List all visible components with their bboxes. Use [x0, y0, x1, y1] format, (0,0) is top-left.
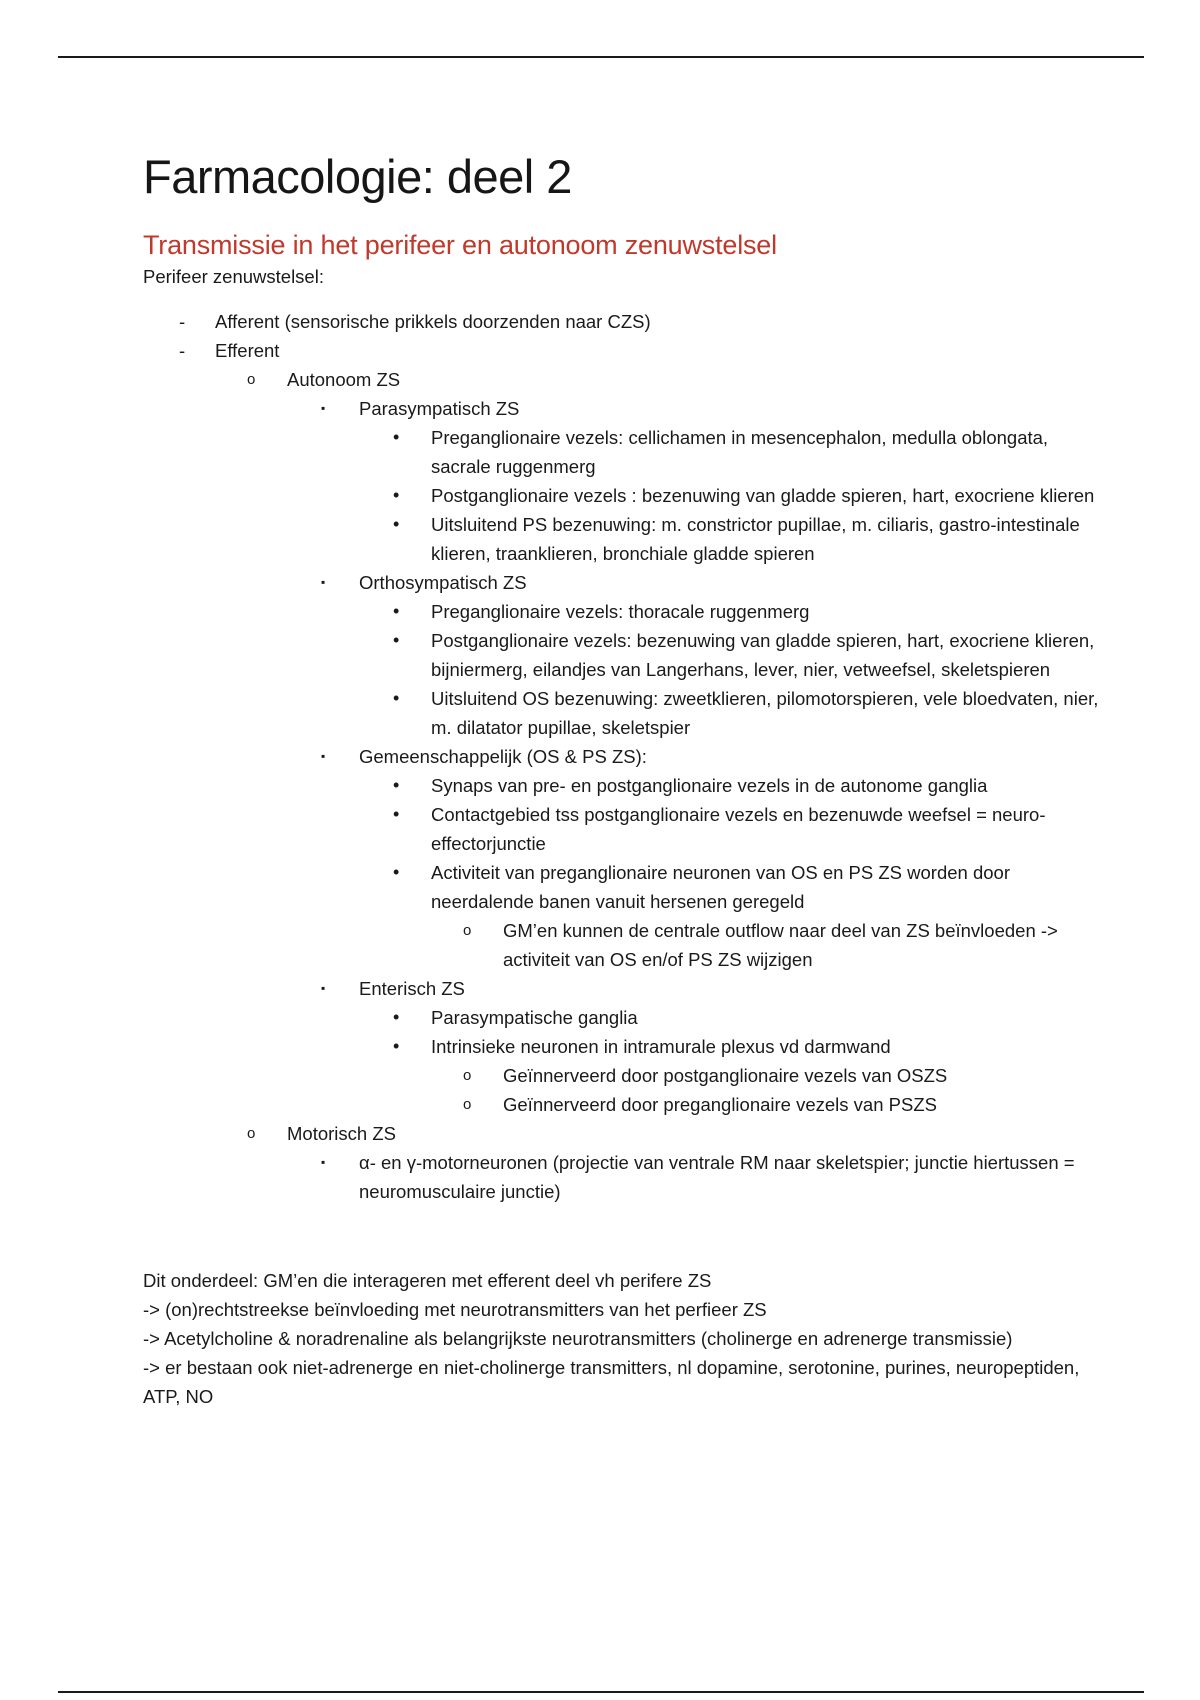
section-heading: Transmissie in het perifeer en autonoom zenuwstelsel [143, 230, 777, 260]
list-item [359, 626, 1103, 684]
list-item-text: GM’en kunnen de centrale outflow naar deel van ZS beïnvloeden -> activiteit van OS en/of PS ZS wijzigen [503, 920, 1058, 970]
list-item-text: Intrinsieke neuronen in intramurale plexus vd darmwand [431, 1036, 891, 1057]
list-item-gemeenschappelijk [287, 742, 1103, 974]
list-item [431, 1090, 1103, 1119]
gemeenschappelijk-label: Gemeenschappelijk (OS & PS ZS): [359, 746, 647, 767]
parasympatisch-items [359, 423, 1103, 568]
list-item-text: Parasympatische ganglia [431, 1007, 638, 1028]
list-item-text: Geïnnerveerd door postganglionaire vezels van OSZS [503, 1065, 948, 1086]
list-item-enterisch [287, 974, 1103, 1119]
bullet-marker: • [393, 514, 400, 534]
summary-paragraph [143, 1266, 1103, 1411]
gemeenschappelijk-subitems [431, 916, 1103, 974]
enterisch-label: Enterisch ZS [359, 978, 465, 999]
document-body [143, 262, 1103, 1411]
autonoom-label: Autonoom ZS [287, 369, 401, 390]
list-item-text: Synaps van pre- en postganglionaire vezels in de autonome ganglia [431, 775, 988, 796]
list-item [359, 684, 1103, 742]
list-item [359, 597, 1103, 626]
bullet-marker: • [393, 427, 400, 447]
bullet-marker: • [393, 1036, 400, 1056]
gemeenschappelijk-items [359, 771, 1103, 974]
summary-line: Dit onderdeel: GM’en die interageren met efferent deel vh perifere ZS [143, 1270, 712, 1291]
list-item-text: Postganglionaire vezels: bezenuwing van gladde spieren, hart, exocriene klieren, bijniermerg, eilandjes van Langerhans, lever, nier, vetweefsel, skeletspieren [431, 630, 1095, 680]
list-item [359, 510, 1103, 568]
square-marker: ▪ [321, 749, 326, 763]
bullet-marker: • [393, 601, 400, 621]
summary-line: -> Acetylcholine & noradrenaline als belangrijkste neurotransmitters (cholinerge en adrenerge transmissie) [143, 1328, 1013, 1349]
dash-marker: - [179, 311, 186, 332]
list-item-text: Preganglionaire vezels: cellichamen in mesencephalon, medulla oblongata, sacrale ruggenmerg [431, 427, 1049, 477]
list-item-text: Uitsluitend PS bezenuwing: m. constrictor pupillae, m. ciliaris, gastro-intestinale klieren, traanklieren, bronchiale gladde spieren [431, 514, 1080, 564]
summary-line: -> (on)rechtstreekse beïnvloeding met neurotransmitters van het perfieer ZS [143, 1299, 767, 1320]
list-item-text: Preganglionaire vezels: thoracale ruggenmerg [431, 601, 810, 622]
list-item-text: Geïnnerveerd door preganglionaire vezels van PSZS [503, 1094, 937, 1115]
bullet-marker: • [393, 485, 400, 505]
list-item [359, 858, 1103, 974]
circle-marker: o [463, 1067, 472, 1084]
efferent-text: Efferent [215, 340, 280, 361]
square-marker: ▪ [321, 401, 326, 415]
orthosympatisch-items [359, 597, 1103, 742]
enterisch-subitems [431, 1061, 1103, 1119]
list-item [359, 1032, 1103, 1119]
square-marker: ▪ [321, 981, 326, 995]
list-item-text: Activiteit van preganglionaire neuronen van OS en PS ZS worden door neerdalende banen vanuit hersenen geregeld [431, 862, 1010, 912]
dash-marker: - [179, 340, 186, 361]
orthosympatisch-label: Orthosympatisch ZS [359, 572, 527, 593]
list-item [287, 1148, 1103, 1206]
list-item [359, 481, 1103, 510]
list-item [359, 800, 1103, 858]
list-item-text: α- en γ-motorneuronen (projectie van ventrale RM naar skeletspier; junctie hiertussen = neuromusculaire junctie) [359, 1152, 1075, 1202]
document-title: Farmacologie: deel 2 [143, 150, 572, 203]
list-item [359, 1003, 1103, 1032]
footer-rule [58, 1691, 1144, 1693]
bullet-marker: • [393, 688, 400, 708]
list-item [359, 771, 1103, 800]
enterisch-items [359, 1003, 1103, 1119]
bullet-marker: • [393, 1007, 400, 1027]
bullet-marker: • [393, 804, 400, 824]
afferent-text: Afferent (sensorische prikkels doorzenden naar CZS) [215, 311, 651, 332]
bullet-marker: • [393, 630, 400, 650]
document-page [143, 148, 1103, 1411]
list-item-parasympatisch [287, 394, 1103, 568]
motorisch-label: Motorisch ZS [287, 1123, 396, 1144]
summary-line: -> er bestaan ook niet-adrenerge en niet-cholinerge transmitters, nl dopamine, serotonine, purines, neuropeptiden, ATP, NO [143, 1357, 1080, 1407]
list-item-orthosympatisch [287, 568, 1103, 742]
parasympatisch-label: Parasympatisch ZS [359, 398, 520, 419]
list-item-text: Contactgebied tss postganglionaire vezels en bezenuwde weefsel = neuro-effectorjunctie [431, 804, 1046, 854]
intro-text: Perifeer zenuwstelsel: [143, 266, 324, 287]
square-marker: ▪ [321, 575, 326, 589]
list-item-autonoom [215, 365, 1103, 1119]
circle-marker: o [463, 1096, 472, 1113]
autonoom-sublist [287, 394, 1103, 1119]
bullet-marker: • [393, 862, 400, 882]
list-item-text: Postganglionaire vezels : bezenuwing van gladde spieren, hart, exocriene klieren [431, 485, 1095, 506]
header-rule [58, 56, 1144, 58]
list-item-text: Uitsluitend OS bezenuwing: zweetklieren, pilomotorspieren, vele bloedvaten, nier, m. dilatator pupillae, skeletspier [431, 688, 1099, 738]
circle-marker: o [463, 922, 472, 939]
nervous-system-list [143, 307, 1103, 1206]
motorisch-sublist [287, 1148, 1103, 1206]
list-item [359, 423, 1103, 481]
bullet-marker: • [393, 775, 400, 795]
efferent-sublist [215, 365, 1103, 1206]
square-marker: ▪ [321, 1155, 326, 1169]
list-item-efferent [143, 336, 1103, 1206]
list-item-motorisch [215, 1119, 1103, 1206]
circle-marker: o [247, 1125, 256, 1142]
list-item [431, 916, 1103, 974]
circle-marker: o [247, 371, 256, 388]
list-item-afferent [143, 307, 1103, 336]
list-item [431, 1061, 1103, 1090]
